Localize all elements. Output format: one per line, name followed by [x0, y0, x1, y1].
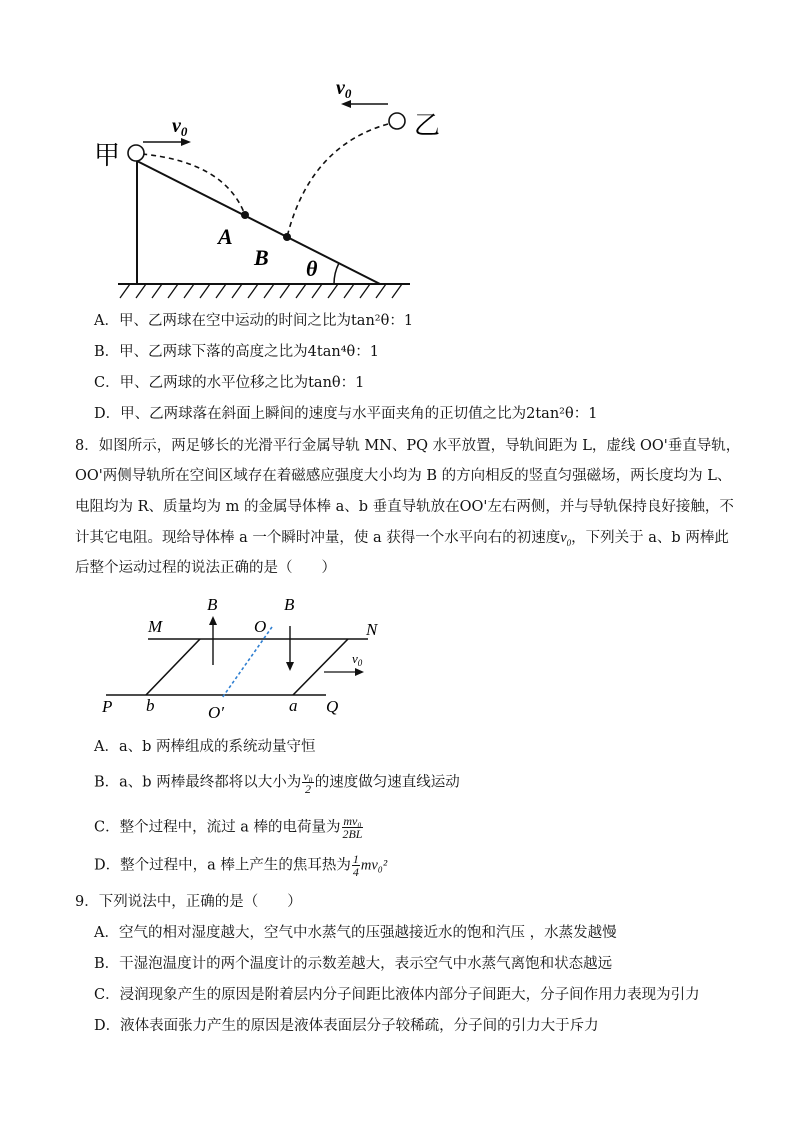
point-B	[283, 233, 291, 241]
angle-arc	[334, 263, 339, 284]
projectile-incline-figure	[80, 70, 450, 310]
q8-option-d	[94, 853, 387, 878]
rails-figure	[96, 590, 396, 725]
q7-option-b: B．甲、乙两球下落的高度之比为4tan⁴θ：1	[94, 344, 379, 360]
q8-stem-line-3: 电阻均为 R、质量均为 m 的金属导体棒 a、b 垂直导轨放在OO'左右两侧，并与导轨保持良好接触，不	[75, 499, 734, 515]
label-P: P	[102, 697, 113, 716]
q9-option-d: D．液体表面张力产生的原因是液体表面层分子较稀疏，分子间的引力大于斥力	[94, 1018, 599, 1034]
q8-line4-pre: 计其它电阻。现给导体棒 a 一个瞬时冲量，使 a 获得一个水平向右的初速度	[75, 530, 561, 546]
q8-stem-line-4	[75, 528, 729, 553]
q7-option-c: C．甲、乙两球的水平位移之比为tanθ：1	[94, 375, 365, 391]
q8-option-a: A．a、b 两棒组成的系统动量守恒	[94, 739, 316, 755]
q8-v0-sub: 0	[566, 537, 572, 548]
q8-stem-line-2: OO'两侧导轨所在空间区域存在着磁感应强度大小均为 B 的方向相反的竖直匀强磁场，两长度均为 L、	[75, 468, 732, 484]
ball-jia	[128, 145, 144, 161]
label-B-down: B	[284, 595, 295, 614]
trajectory-yi	[287, 124, 388, 237]
label-yi: 乙	[414, 111, 441, 140]
q8-line4-post: ，下列关于 a、b 两棒此	[571, 530, 729, 546]
label-M: M	[148, 617, 163, 636]
q8-option-c-fraction: $\frac{\text{mv₀}}{2BL}$	[342, 814, 363, 841]
trajectory-jia	[142, 154, 245, 215]
arrowhead-v0-yi	[341, 100, 351, 108]
label-Q: Q	[326, 697, 339, 716]
point-A	[241, 211, 249, 219]
label-b: b	[146, 696, 155, 715]
label-a: a	[289, 696, 298, 715]
label-jia: 甲	[94, 141, 121, 170]
q8-option-b-pre: B．a、b 两棒最终都将以大小为	[94, 774, 302, 791]
q8-option-d-fraction: $\frac{1}{4}$	[352, 852, 359, 879]
q8-option-b-fraction: $\frac{\text{v₀}}{2}$	[303, 769, 313, 796]
label-v0: $v_0$	[352, 651, 363, 668]
q7-option-d: D．甲、乙两球落在斜面上瞬间的速度与水平面夹角的正切值之比为2tan²θ：1	[94, 406, 598, 422]
q9-option-a: A．空气的相对湿度越大，空气中水蒸气的压强越接近水的饱和汽压 ，水蒸发越慢	[94, 925, 617, 941]
label-v0-jia: $v_0$	[172, 115, 188, 139]
q8-v0-symbol: v	[560, 530, 567, 546]
q9-option-b: B．干湿泡温度计的两个温度计的示数差越大，表示空气中水蒸气离饱和状态越远	[94, 956, 613, 972]
dashed-line-OO	[222, 627, 272, 698]
q8-option-d-post: mv₀²	[360, 857, 388, 874]
label-A: A	[218, 224, 233, 249]
q9-stem: 9．下列说法中，正确的是（ ）	[75, 894, 302, 910]
ball-yi	[389, 113, 405, 129]
label-v0-yi: $v_0$	[336, 77, 352, 101]
label-O: O	[254, 617, 267, 636]
q8-option-c-pre: C．整个过程中，流过 a 棒的电荷量为	[94, 819, 341, 836]
q8-option-c	[94, 815, 364, 840]
field-arrowhead-down	[286, 662, 294, 671]
ground-hatching	[120, 284, 402, 298]
label-O-prime: O′	[208, 703, 224, 722]
q8-option-b-post: 的速度做匀速直线运动	[314, 774, 460, 791]
label-theta: θ	[306, 256, 318, 281]
label-B: B	[254, 245, 269, 270]
label-N: N	[366, 620, 378, 639]
q8-option-b	[94, 770, 460, 795]
q9-option-c: C．浸润现象产生的原因是附着层内分子间距比液体内部分子间距大，分子间作用力表现为引力	[94, 987, 700, 1003]
velocity-arrowhead	[355, 668, 364, 676]
q8-option-d-pre: D．整个过程中，a 棒上产生的焦耳热为	[94, 857, 351, 874]
q8-stem-line-1: 8．如图所示，两足够长的光滑平行金属导轨 MN、PQ 水平放置，导轨间距为 L，虚线 OO'垂直导轨，	[75, 438, 741, 454]
field-arrowhead-up	[209, 616, 217, 625]
q7-option-a: A．甲、乙两球在空中运动的时间之比为tan²θ：1	[94, 313, 414, 329]
rod-b	[146, 639, 200, 695]
q8-stem-line-5: 后整个运动过程的说法正确的是（ ）	[75, 560, 336, 576]
label-B-up: B	[207, 595, 218, 614]
rod-a	[293, 639, 348, 695]
arrowhead-v0-jia	[181, 138, 191, 146]
